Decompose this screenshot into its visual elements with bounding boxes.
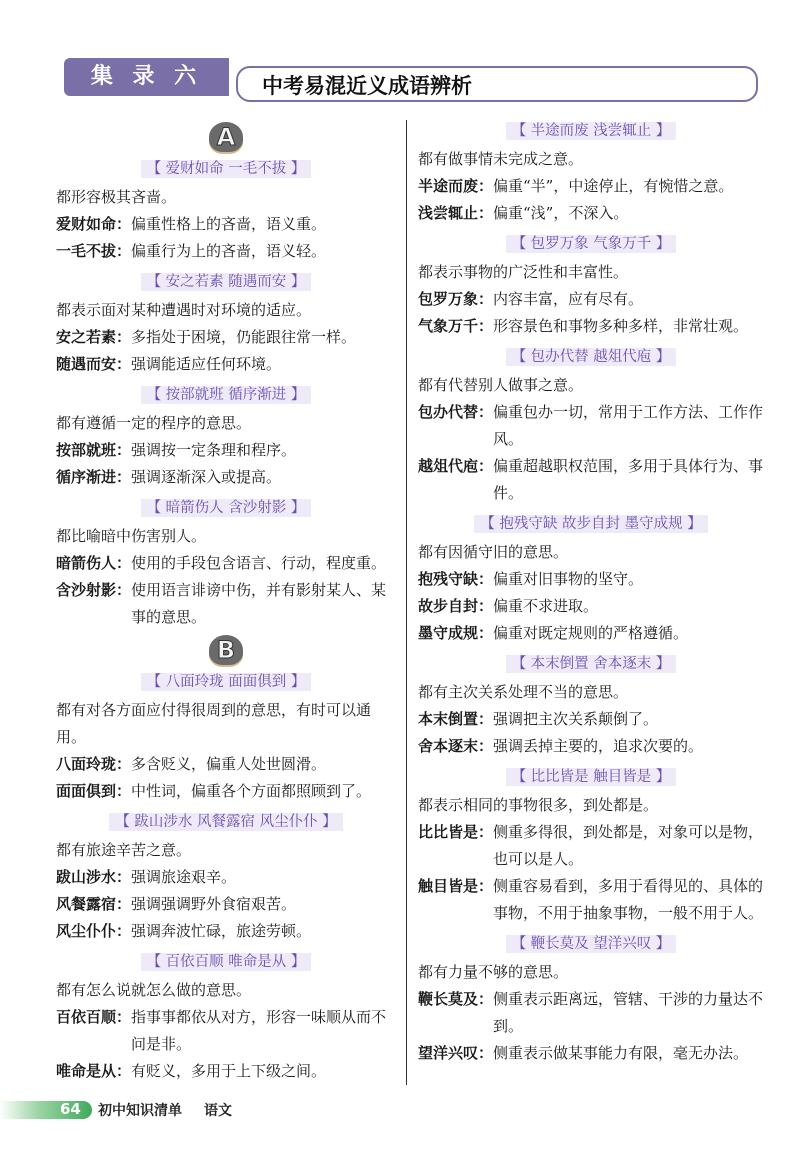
idiom-entry: 跋山涉水： 强调旅途艰辛。 [56, 868, 237, 886]
right-column [418, 118, 764, 1067]
letter-a-icon: A [209, 122, 243, 152]
idiom-entry: 浅尝辄止： 偏重“浅”，不深入。 [418, 204, 629, 222]
idiom-entry: 一毛不拔： 偏重行为上的吝啬，语义轻。 [56, 242, 327, 260]
section-tag: 集 录 六 [64, 58, 229, 96]
group-intro: 都表示相同的事物很多，到处都是。 [418, 796, 659, 814]
idiom-entry: 循序渐进： 强调逐渐深入或提高。 [56, 468, 282, 486]
idiom-entry: 按部就班： 强调按一定条理和程序。 [56, 441, 297, 459]
idiom-entry: 安之若素： 多指处于困境，仍能跟往常一样。 [56, 328, 357, 346]
group-heading: 【 按部就班 循序渐进 】 [56, 384, 396, 406]
group-heading: 【 跋山涉水 风餐露宿 风尘仆仆 】 [56, 811, 396, 833]
idiom-entry: 触目皆是： 侧重容易看到，多用于看得见的、具体的事物，不用于抽象事物，一般不用于人。 [418, 877, 764, 922]
idiom-entry: 百依百顺： 指事事都依从对方，形容一味顺从而不问是非。 [56, 1008, 387, 1053]
group-heading: 【 八面玲珑 面面俱到 】 [56, 671, 396, 693]
group-intro: 都有因循守旧的意思。 [418, 543, 569, 561]
idiom-entry: 包办代替： 偏重包办一切，常用于工作方法、工作作风。 [418, 403, 764, 448]
group-heading: 【 比比皆是 触目皆是 】 [418, 766, 764, 788]
group-heading: 【 百依百顺 唯命是从 】 [56, 951, 396, 973]
idiom-entry: 鞭长莫及： 侧重表示距离远，管辖、干涉的力量达不到。 [418, 990, 764, 1035]
idiom-entry: 越俎代庖： 偏重超越职权范围，多用于具体行为、事件。 [418, 457, 764, 502]
idiom-entry: 唯命是从： 有贬义，多用于上下级之间。 [56, 1062, 327, 1080]
group-heading: 【 本末倒置 舍本逐末 】 [418, 653, 764, 675]
idiom-entry: 比比皆是： 侧重多得很，到处都是，对象可以是物，也可以是人。 [418, 823, 764, 868]
idiom-entry: 面面俱到： 中性词，偏重各个方面都照顾到了。 [56, 782, 372, 800]
group-intro: 都有怎么说就怎么做的意思。 [56, 981, 252, 999]
group-intro: 都有遵循一定的程序的意思。 [56, 414, 252, 432]
column-divider [406, 120, 407, 1085]
page-title: 中考易混近义成语辨析 [262, 74, 472, 98]
group-intro: 都比喻暗中伤害别人。 [56, 527, 207, 545]
idiom-entry: 含沙射影： 使用语言诽谤中伤，并有影射某人、某事的意思。 [56, 581, 387, 626]
group-intro: 都有对各方面应付得很周到的意思，有时可以通用。 [56, 701, 372, 746]
section-header [64, 58, 758, 102]
idiom-entry: 暗箭伤人： 使用的手段包含语言、行动，程度重。 [56, 554, 387, 572]
idiom-entry: 半途而废： 偏重“半”，中途停止，有惋惜之意。 [418, 177, 734, 195]
page-number: 64 [60, 1100, 81, 1118]
group-intro: 都有做事情未完成之意。 [418, 150, 584, 168]
group-heading: 【 暗箭伤人 含沙射影 】 [56, 497, 396, 519]
group-heading: 【 包罗万象 气象万千 】 [418, 233, 764, 255]
idiom-entry: 舍本逐末： 强调丢掉主要的，追求次要的。 [418, 737, 704, 755]
title-box [236, 66, 758, 102]
idiom-entry: 气象万千： 形容景色和事物多种多样，非常壮观。 [418, 317, 749, 335]
group-heading: 【 半途而废 浅尝辄止 】 [418, 120, 764, 142]
idiom-entry: 八面玲珑： 多含贬义，偏重人处世圆滑。 [56, 755, 327, 773]
group-intro: 都有旅途辛苦之意。 [56, 841, 192, 859]
idiom-entry: 爱财如命： 偏重性格上的吝啬，语义重。 [56, 215, 327, 233]
group-heading: 【 抱残守缺 故步自封 墨守成规 】 [418, 513, 764, 535]
group-intro: 都形容极其吝啬。 [56, 188, 177, 206]
letter-b-icon: B [209, 635, 243, 665]
idiom-entry: 墨守成规： 偏重对既定规则的严格遵循。 [418, 624, 689, 642]
idiom-entry: 故步自封： 偏重不求进取。 [418, 597, 599, 615]
page-footer [0, 1097, 400, 1123]
group-intro: 都有力量不够的意思。 [418, 963, 569, 981]
group-intro: 都表示面对某种遭遇时对环境的适应。 [56, 301, 312, 319]
group-intro: 都有代替别人做事之意。 [418, 376, 584, 394]
group-heading: 【 安之若素 随遇而安 】 [56, 271, 396, 293]
idiom-entry: 包罗万象： 内容丰富，应有尽有。 [418, 290, 644, 308]
left-column [56, 118, 396, 1085]
group-heading: 【 鞭长莫及 望洋兴叹 】 [418, 933, 764, 955]
idiom-entry: 抱残守缺： 偏重对旧事物的坚守。 [418, 570, 644, 588]
subject-label: 语文 [204, 1103, 232, 1119]
idiom-entry: 望洋兴叹： 侧重表示做某事能力有限，毫无办法。 [418, 1044, 749, 1062]
book-title: 初中知识清单 [98, 1103, 182, 1119]
group-intro: 都表示事物的广泛性和丰富性。 [418, 263, 629, 281]
idiom-entry: 风餐露宿： 强调强调野外食宿艰苦。 [56, 895, 297, 913]
group-heading: 【 爱财如命 一毛不拔 】 [56, 158, 396, 180]
idiom-entry: 本末倒置： 强调把主次关系颠倒了。 [418, 710, 659, 728]
idiom-entry: 随遇而安： 强调能适应任何环境。 [56, 355, 282, 373]
group-intro: 都有主次关系处理不当的意思。 [418, 683, 629, 701]
group-heading: 【 包办代替 越俎代庖 】 [418, 346, 764, 368]
idiom-entry: 风尘仆仆： 强调奔波忙碌，旅途劳顿。 [56, 922, 312, 940]
